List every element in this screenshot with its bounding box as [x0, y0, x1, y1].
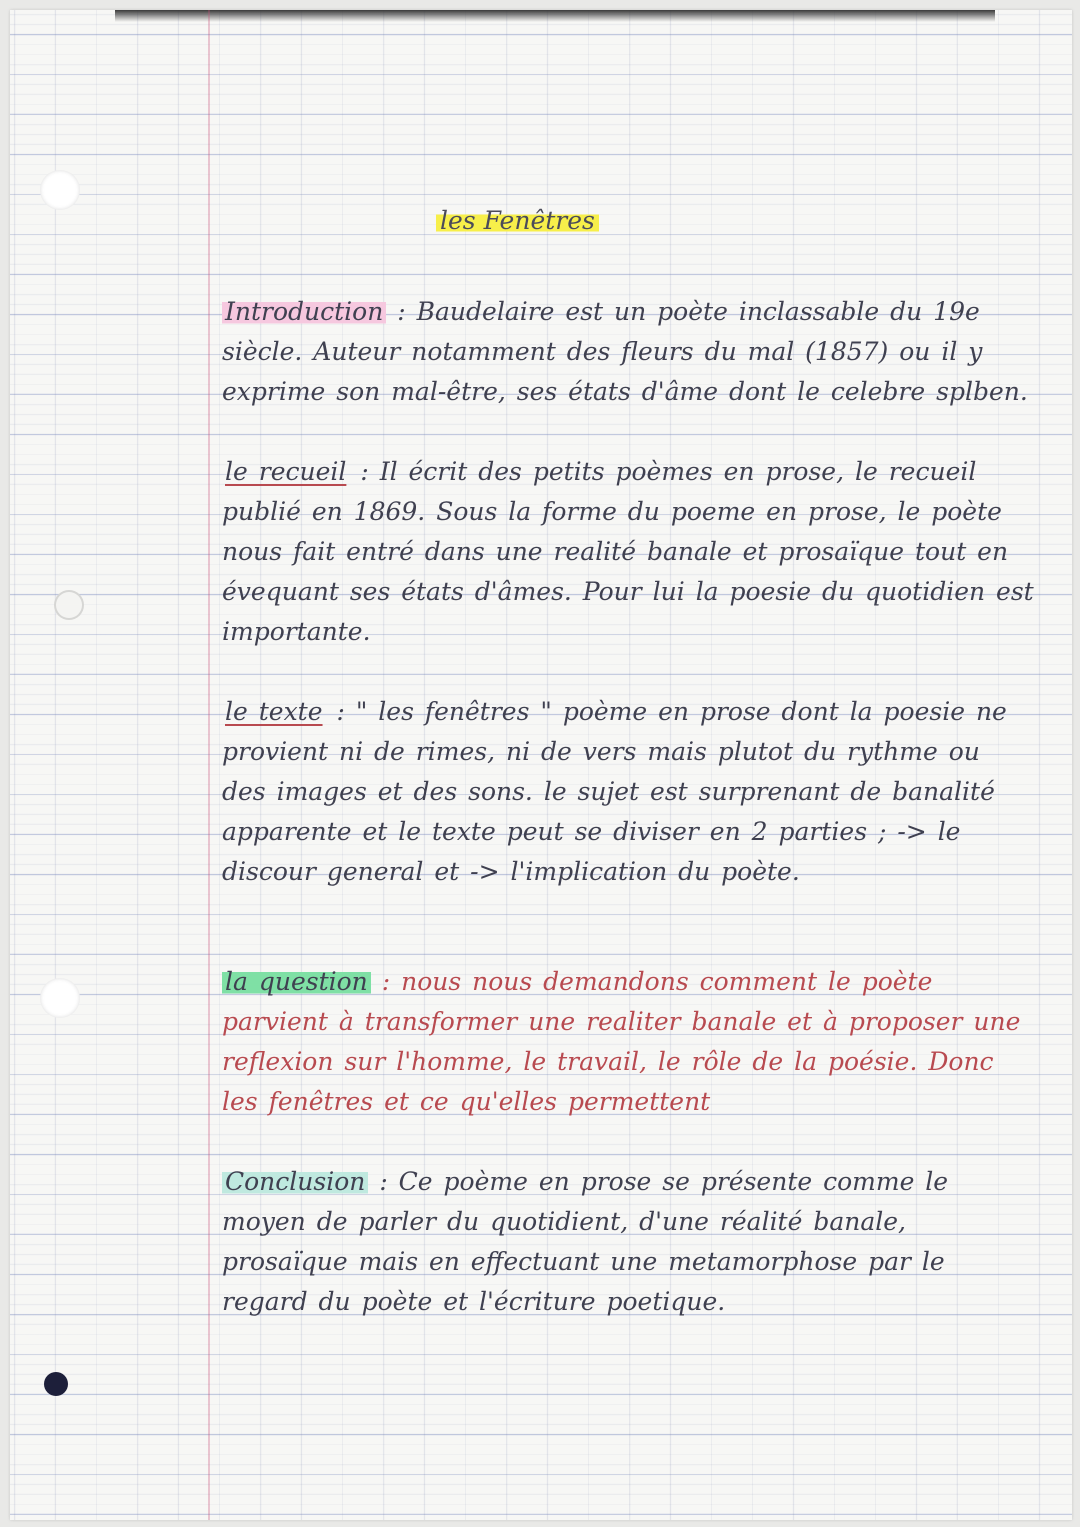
binder-hole-4 [44, 1372, 68, 1396]
recueil-text: : Il écrit des petits poèmes en prose, le recueil publié en 1869. Sous la forme du poeme en prose, le poète nous fait entré dans une realité banale et prosaïque tout en évequant ses états d'âmes. Pour lui la poesie du quotidien est importante. [222, 457, 1034, 646]
binder-hole-1 [40, 170, 80, 210]
introduction-paragraph [222, 292, 1034, 412]
conclusion-paragraph [222, 1162, 1034, 1322]
notebook-page [10, 10, 1072, 1520]
introduction-label: Introduction [222, 297, 386, 326]
texte-text: : " les fenêtres " poème en prose dont la poesie ne provient ni de rimes, ni de vers mais plutot du rythme ou des images et des sons. le sujet est surprenant de banalité apparente et le texte peut se diviser en 2 parties ; -> le discour general et -> l'implication du poète. [222, 697, 1007, 886]
recueil-label: le recueil [225, 457, 347, 486]
conclusion-label: Conclusion [222, 1167, 368, 1196]
page-top-shadow [115, 10, 995, 22]
texte-paragraph [222, 692, 1034, 892]
page-title: les Fenêtres [436, 206, 599, 235]
binder-hole-2 [54, 590, 84, 620]
introduction-text: : Baudelaire est un poète inclassable du 19e siècle. Auteur notamment des fleurs du mal (1857) ou il y exprime son mal-être, ses états d'âme dont le celebre splben. [222, 297, 1028, 406]
question-label: la question [222, 967, 371, 996]
question-paragraph [222, 962, 1034, 1122]
recueil-paragraph [222, 452, 1034, 652]
margin-line [208, 10, 210, 1520]
binder-hole-3 [40, 978, 80, 1018]
texte-label: le texte [225, 697, 323, 726]
conclusion-text: : Ce poème en prose se présente comme le moyen de parler du quotidient, d'une réalité banale, prosaïque mais en effectuant une metamorphose par le regard du poète et l'écriture poetique. [222, 1167, 949, 1316]
question-text: : nous nous demandons comment le poète parvient à transformer une realiter banale et à proposer une reflexion sur l'homme, le travail, le rôle de la poésie. Donc les fenêtres et ce qu'elles permettent [222, 967, 1021, 1116]
